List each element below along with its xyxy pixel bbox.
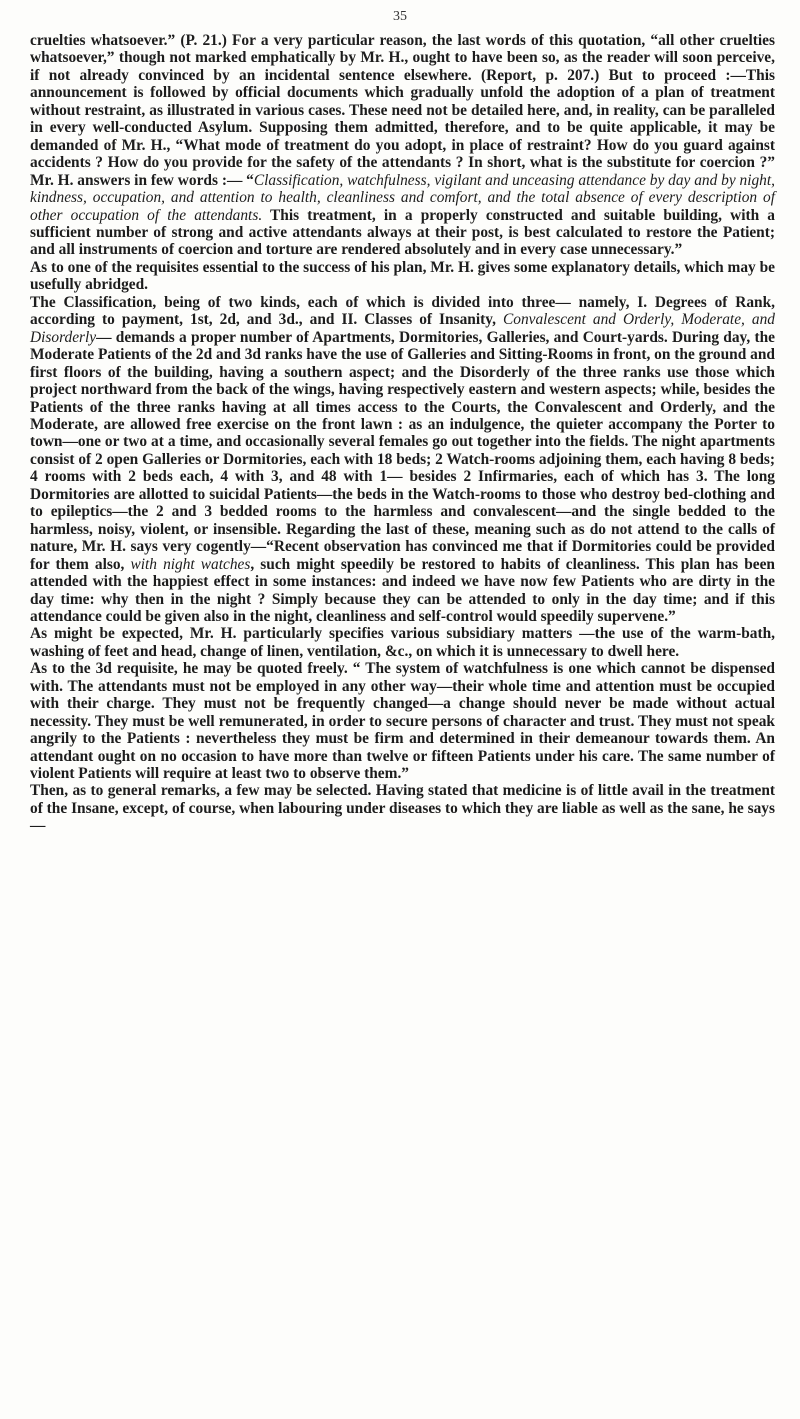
text-run: As might be expected, Mr. H. particularly specifies various subsidiary matters —the use of the warm-bath, washing of feet and head, change of linen, ventilation, &c., on which it is unnecessary to dwell here. — [30, 625, 775, 660]
text-run: As to one of the requisites essential to the success of his plan, Mr. H. gives some explanatory details, which may be usefully abridged. — [30, 258, 775, 294]
italic-run: with night watches — [130, 555, 251, 573]
body-text — [30, 32, 775, 835]
paragraph — [30, 259, 775, 294]
italic-run: Classification, watchfulness, vigilant and unceasing attendance by day and by night, kindness, occupation, and attention to health, cleanliness and comfort, and the total absence of every description of other occupation of the attendants. — [30, 171, 775, 224]
paragraph — [30, 625, 775, 660]
paragraph — [30, 294, 775, 626]
text-run: As to the 3d requisite, he may be quoted freely. “ The system of watchfulness is one which cannot be dispensed with. The attendants must not be employed in any other way—their whole time and attention must be occupied with their charge. They must not be frequently changed—a change should never be made without actual necessity. They must be well remunerated, in order to secure persons of character and trust. They must not speak angrily to the Patients : nevertheless they must be firm and determined in their demeanour towards them. An attendant ought on no occasion to have more than twelve or fifteen Patients under his care. The same number of violent Patients will require at least two to observe them.” — [30, 660, 775, 783]
paragraph — [30, 32, 775, 259]
paragraph — [30, 660, 775, 782]
text-run: — demands a proper number of Apartments, Dormitories, Galleries, and Court-yards. During day, the Moderate Patients of the 2d and 3d ranks have the use of Galleries and Sitting-Rooms in front, on the ground and first floors of the building, having a southern aspect; and the Disorderly of the three ranks use those which project northward from the back of the wings, having respectively eastern and western aspects; while, besides the Patients of the three ranks having at all times access to the Courts, the Convalescent and Orderly, and the Moderate, are allowed free exercise on the front lawn : as an indulgence, the quieter accompany the Porter to town—one or two at a time, and occasionally several females go out together into the fields. The night apartments consist of 2 open Galleries or Dormitories, each with 18 beds; 2 Watch-rooms adjoining them, each having 8 beds; 4 rooms with 2 beds each, 4 with 3, and 48 with 1— besides 2 Infirmaries, each of which has 3. The long Dormitories are allotted to suicidal Patients—the beds in the Watch-rooms to those who destroy bed-clothing and to epileptics—the 2 and 3 bedded rooms to the harmless and convalescent—and the single bedded to the harmless, noisy, violent, or insensible. Regarding the last of these, meaning such as do not attend to the calls of nature, Mr. H. says very cogently—“Recent observation has convinced me that if Dormitories could be provided for them also, — [30, 328, 775, 573]
text-run: Then, as to general remarks, a few may be selected. Having stated that medicine is of little avail in the treatment of the Insane, except, of course, when labouring under diseases to which they are liable as well as the sane, he says— — [30, 782, 775, 835]
text-run: This treatment, in a properly constructed and suitable building, with a sufficient number of strong and active attendants always at their post, is best calculated to restore the Patient; and all instruments of coercion and torture are rendered absolutely and in every case unnecessary.” — [30, 206, 775, 259]
text-run: The Classification, being of two kinds, each of which is divided into three— namely, I. Degrees of Rank, according to payment, 1st, 2d, and 3d., and II. Classes of Insanity, — [30, 293, 775, 329]
page-number: 35 — [393, 9, 407, 24]
paragraph — [30, 782, 775, 834]
text-run: cruelties whatsoever.” (P. 21.) For a very particular reason, the last words of this quotation, “all other cruelties whatsoever,” though not marked emphatically by Mr. H., ought to have been so, as the reader will soon perceive, if not already convinced by an incidental sentence elsewhere. (Report, p. 207.) But to proceed :—This announcement is followed by official documents which gradually unfold the adoption of a plan of treatment without restraint, as illustrated in various cases. These need not be detailed here, and, in reality, can be paralleled in every well-conducted Asylum. Supposing them admitted, therefore, and to be quite applicable, it may be demanded of Mr. H., “What mode of treatment do you adopt, in place of restraint? How do you guard against accidents ? How do you provide for the safety of the attendants ? In short, what is the substitute for coercion ?” Mr. H. answers in few words :— “ — [30, 32, 775, 189]
text-run: , such might speedily be restored to habits of cleanliness. This plan has been attended with the happiest effect in some instances: and indeed we have now few Patients who are dirty in the day time: why then in the night ? Simply because they can be attended to only in the day time; and if this attendance could be given also in the night, cleanliness and self-control would speedily supervene.” — [30, 555, 775, 625]
italic-run: Convalescent and Orderly, Moderate, and Disorderly — [30, 311, 775, 346]
